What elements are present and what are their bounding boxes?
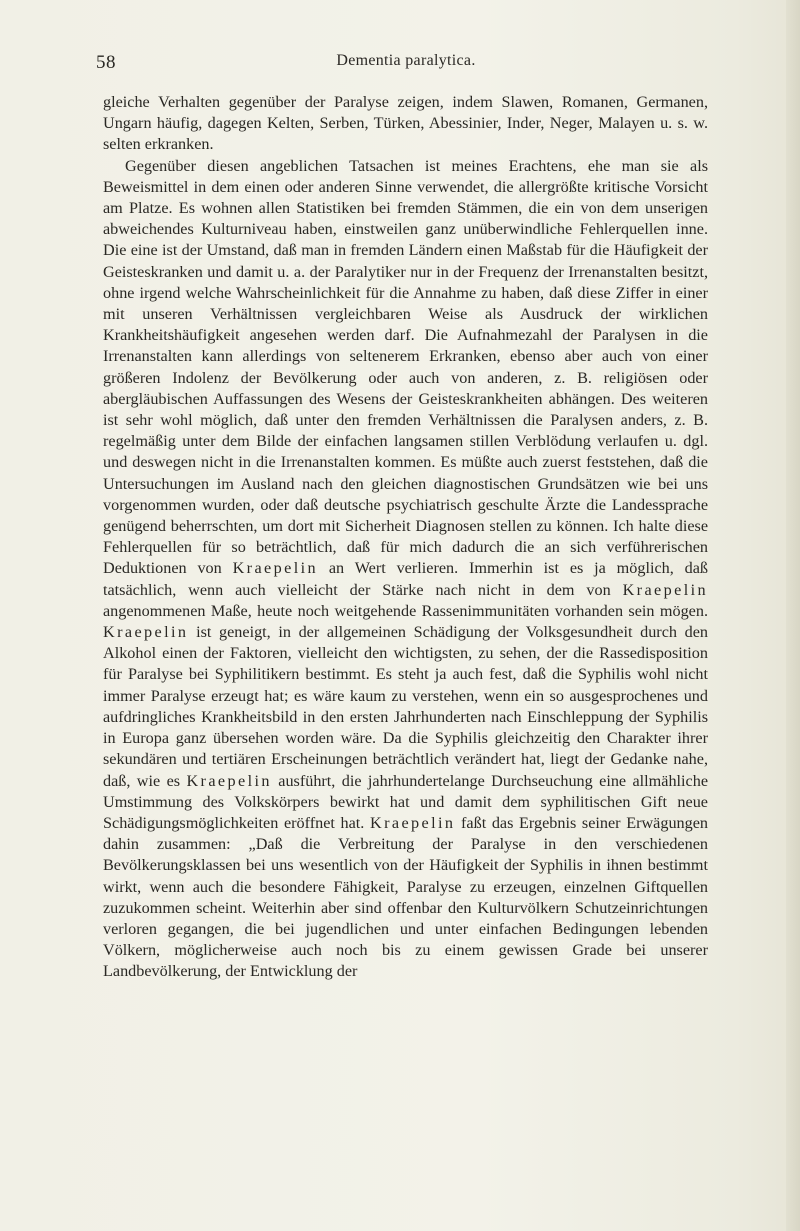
author-name-spaced: Kraepelin xyxy=(103,623,189,642)
running-title: Dementia paralytica. xyxy=(336,52,476,69)
paragraph xyxy=(103,92,708,156)
author-name-spaced: Kraepelin xyxy=(186,771,272,790)
text-run: faßt das Ergebnis seiner Erwägungen dahin zusammen: „Daß die Verbreitung der Paralyse in den verschiedenen Bevölkerungsklassen bei uns wesentlich von der Häufigkeit der Syphilis in ihnen bestimmt wirkt, wenn auch die besondere Fähigkeit, Paralyse zu erzeugen, einzelnen Giftquellen zuzukommen scheint. Weiterhin aber sind offenbar den Kulturvölkern Schutzeinrichtungen verloren gegangen, die bei jugendlichen und unter einfachen Bedingungen lebenden Völkern, möglicherweise auch noch bis zu einem gewissen Grade bei unserer Landbevölkerung, der Entwicklung der xyxy=(103,813,709,981)
author-name-spaced: Kraepelin xyxy=(232,559,319,578)
page-header xyxy=(96,52,716,78)
text-run: ist geneigt, in der allgemeinen Schädigung der Volksgesundheit durch den Alkohol einen der Faktoren, vielleicht den wichtigsten, zu sehen, der die Rassedisposition für Paralyse bei Syphilitikern bestimmt. Es steht ja auch fest, daß die Syphilis wohl nicht immer Paralyse erzeugt hat; es wäre kaum zu verstehen, wenn ein so ausgesprochenes und aufdringliches Krankheitsbild in den ersten Jahrhunderten nach Einschleppung der Syphilis in Europa ganz übersehen worden wäre. Da die Syphilis gleichzeitig den Charakter ihrer sekundären und tertiären Erscheinungen beträchtlich verändert hat, liegt der Gedanke nahe, daß, wie es xyxy=(103,623,708,790)
paragraph xyxy=(103,156,708,983)
author-name-spaced: Kraepelin xyxy=(622,580,708,599)
page-edge-shadow xyxy=(786,0,800,1231)
page-number: 58 xyxy=(96,52,116,73)
text-run: ausführt, die jahrhundertelange Durchseuchung eine allmähliche Umstimmung des Volkskörpers bewirkt hat und damit dem syphilitischen Gift neue Schädigungsmöglichkeiten eröffnet hat. xyxy=(103,771,708,832)
text-run: angenommenen Maße, heute noch weitgehende Rassenimmunitäten vorhanden sein mögen. xyxy=(103,601,708,620)
body-text xyxy=(103,92,708,983)
text-run: Gegenüber diesen angeblichen Tatsachen ist meines Erachtens, ehe man sie als Beweismittel in dem einen oder anderen Sinne verwendet, die allergrößte kritische Vorsicht am Platze. Es wohnen allen Statistiken bei fremden Stämmen, die ein von dem unserigen abweichendes Kulturniveau haben, einstweilen ganz unüberwindliche Fehlerquellen inne. Die eine ist der Umstand, daß man in fremden Ländern einen Maßstab für die Häufigkeit der Geisteskranken und damit u. a. der Paralytiker nur in der Frequenz der Irrenanstalten besitzt, ohne irgend welche Wahrscheinlichkeit für die Annahme zu haben, daß diese Ziffer in einer mit unseren Verhältnissen vergleichbaren Weise als Ausdruck der wirklichen Krankheitshäufigkeit angesehen werden darf. Die Aufnahmezahl der Paralysen in die Irrenanstalten kann allerdings von seltenerem Erkranken, ebenso aber auch von einer größeren Indolenz der Bevölkerung oder auch von anderen, z. B. religiösen oder abergläubischen Auffassungen des Wesens der Geisteskrankheiten abhängen. Des weiteren ist sehr wohl möglich, daß unter den fremden Verhältnissen die Paralysen anders, z. B. regelmäßig unter dem Bilde der einfachen langsamen stillen Verblödung verlaufen u. dgl. und deswegen nicht in die Irrenanstalten kommen. Es müßte auch zuerst feststehen, daß die Untersuchungen im Ausland nach den gleichen diagnostischen Grundsätzen wie bei uns vorgenommen wurden, oder daß deutsche psychiatrisch geschulte Ärzte die Landessprache genügend beherrschten, um dort mit Sicherheit Diagnosen stellen zu können. Ich halte diese Fehlerquellen für so beträchtlich, daß für mich dadurch die an sich verführerischen Deduktionen von xyxy=(103,156,708,578)
text-run: gleiche Verhalten gegenüber der Paralyse zeigen, indem Slawen, Romanen, Germanen, Ungarn häufig, dagegen Kelten, Serben, Türken, Abessinier, Inder, Neger, Malayen u. s. w. selten erkranken. xyxy=(103,93,708,154)
author-name-spaced: Kraepelin xyxy=(369,813,456,832)
text-run: an Wert verlieren. Immerhin ist es ja möglich, daß tatsächlich, wenn auch vielleicht der Stärke nach nicht in dem von xyxy=(103,559,708,599)
